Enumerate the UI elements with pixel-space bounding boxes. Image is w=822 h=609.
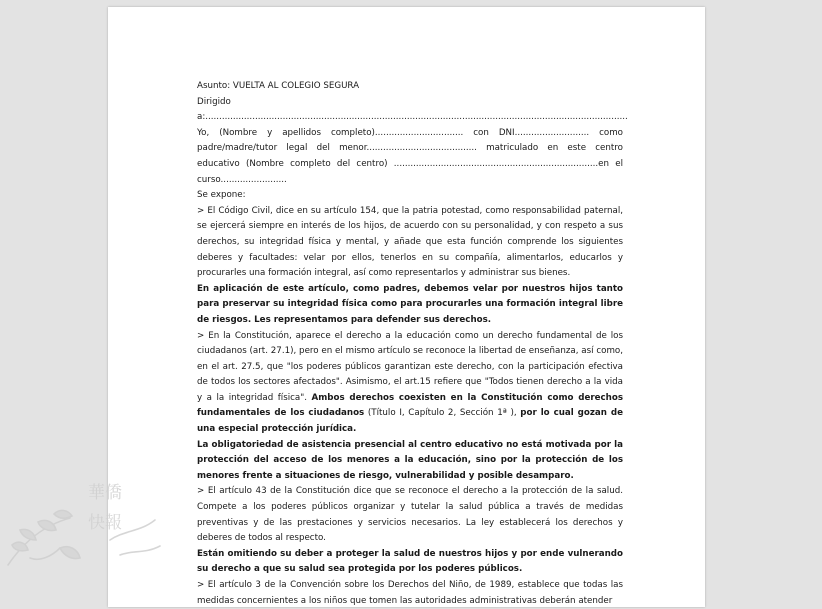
- addressee-line: Dirigido a:.........................................................................................................................................................: [197, 96, 628, 123]
- constitucion-text-d: por lo cual gozan de una especial protección jurídica.: [197, 408, 624, 435]
- watermark-text-1: 華僑: [88, 483, 122, 503]
- paragraph-articulo-43: > El artículo 43 de la Constitución dice que se reconoce el derecho a la protección de la salud. Compete a los poderes públicos organizar y tutelar la salud pública a través de medidas preventivas y de las prestaciones y servicios necesarios. La ley establecerá los derechos y deberes de todos al respecto.: [197, 486, 623, 544]
- paragraph-constitucion: [197, 329, 623, 438]
- paragraph-obligatoriedad: La obligatoriedad de asistencia presencial al centro educativo no está motivada por la protección del acceso de los menores a la educación, sino por la protección de los menores frente a situaciones de riesgo, vulnerabilidad y posible desamparo.: [197, 439, 623, 481]
- constitucion-text-c: (Título I, Capítulo 2, Sección 1ª ),: [364, 408, 521, 419]
- document-body: [197, 79, 628, 609]
- constitucion-text-a: > En la Constitución, aparece el derecho a la educación como un derecho fundamental de los ciudadanos (art. 27.1), pero en el mismo artículo se reconoce la libertad de enseñanza, así como, en el art. 27.5, que "los poderes públicos garantizan este derecho, con la participación efectiva de todos los sectores afectados". Asimismo, el art.15 refiere que "Todos tienen derecho a la vida y a la integridad física".: [197, 330, 623, 403]
- constitucion-text-b: Ambos derechos coexisten en la Constitución como derechos fundamentales de los ciudadanos: [197, 392, 623, 419]
- document-page: [108, 7, 705, 607]
- intro-paragraph: Yo, (Nombre y apellidos completo)................................ con DNI........................... como padre/madre/tutor legal del menor........................................ matriculado en este centro educativo (Nombre completo del centro) ..........................................................................en el curso........................: [197, 127, 623, 185]
- paragraph-codigo-civil: > El Código Civil, dice en su artículo 154, que la patria potestad, como responsabilidad paternal, se ejercerá siempre en interés de los hijos, de acuerdo con su personalidad, y con respeto a sus derechos, su integridad física y mental, y añade que esta función comprende los siguientes deberes y facultades: velar por ellos, tenerlos en su compañía, alimentarlos, educarlos y procurarles una formación integral, así como representarlos y administrar sus bienes.: [197, 205, 623, 279]
- paragraph-aplicacion: En aplicación de este artículo, como padres, debemos velar por nuestros hijos tanto para preservar su integridad física como para procurarles una formación integral libre de riesgos. Les representamos para defender sus derechos.: [197, 283, 623, 325]
- subject-line: Asunto: VUELTA AL COLEGIO SEGURA: [197, 81, 360, 91]
- paragraph-omitiendo: Están omitiendo su deber a proteger la salud de nuestros hijos y por ende vulnerando su derecho a que su salud sea protegida por los poderes públicos.: [197, 548, 623, 575]
- se-expone-heading: Se expone:: [197, 190, 246, 201]
- paragraph-convencion: > El artículo 3 de la Convención sobre los Derechos del Niño, de 1989, establece que todas las medidas concernientes a los niños que tomen las autoridades administrativas deberán atender: [197, 580, 623, 606]
- watermark-logo: [0, 470, 175, 572]
- watermark-text-2: 快報: [88, 513, 122, 533]
